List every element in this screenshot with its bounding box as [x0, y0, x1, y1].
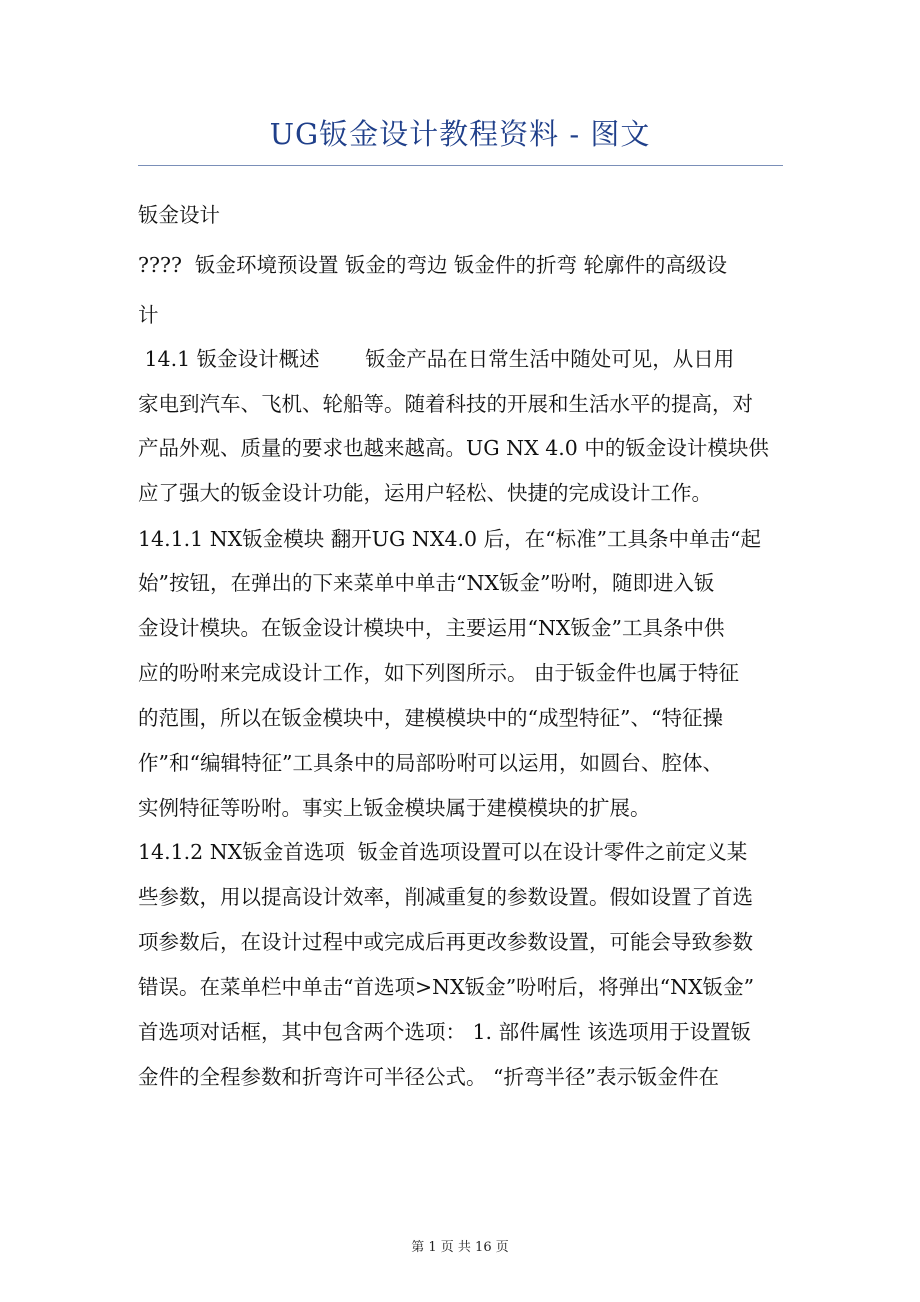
text-line: 应的吩咐来完成设计工作，如下列图所示。 由于钣金件也属于特征	[138, 661, 740, 685]
text-line: 些参数，用以提高设计效率，削减重复的参数设置。假如设置了首选	[138, 885, 753, 909]
text-line: 作”和“编辑特征”工具条中的局部吩咐可以运用，如圆台、腔体、	[138, 751, 723, 775]
title-divider	[138, 165, 783, 166]
text-line: ???? 钣金环境预设置 钣金的弯边 钣金件的折弯 轮廓件的高级设	[138, 253, 728, 277]
text-line: 金件的全程参数和折弯许可半径公式。 “折弯半径”表示钣金件在	[138, 1065, 719, 1089]
text-line: 金设计模块。在钣金设计模块中，主要运用“NX钣金”工具条中供	[138, 616, 725, 640]
text-line: 错误。在菜单栏中单击“首选项>NX钣金”吩咐后，将弹出“NX钣金”	[138, 975, 755, 999]
page-footer: 第 1 页 共 16 页	[411, 1240, 509, 1255]
text-line: 的范围，所以在钣金模块中，建模模块中的“成型特征”、“特征操	[138, 706, 723, 730]
text-line: 实例特征等吩咐。事实上钣金模块属于建模模块的扩展。	[138, 796, 651, 820]
text-line: 14.1.2 NX钣金首选项 钣金首选项设置可以在设计零件之前定义某	[138, 840, 748, 864]
text-line: 始”按钮，在弹出的下来菜单中单击“NX钣金”吩咐，随即进入钣	[138, 571, 715, 595]
document-title: UG钣金设计教程资料 - 图文	[269, 117, 651, 151]
text-line: 14.1 钣金设计概述 钣金产品在日常生活中随处可见，从日用	[138, 347, 735, 371]
text-line: 计	[138, 303, 159, 327]
text-line: 钣金设计	[138, 203, 220, 227]
text-line: 应了强大的钣金设计功能，运用户轻松、快捷的完成设计工作。	[138, 481, 712, 505]
text-line: 首选项对话框，其中包含两个选项： 1. 部件属性 该选项用于设置钣	[138, 1020, 752, 1044]
text-line: 14.1.1 NX钣金模块 翻开UG NX4.0 后，在“标准”工具条中单击“起	[138, 527, 762, 551]
text-line: 家电到汽车、飞机、轮船等。随着科技的开展和生活水平的提高，对	[138, 392, 753, 416]
text-line: 产品外观、质量的要求也越来越高。UG NX 4.0 中的钣金设计模块供	[138, 436, 769, 460]
text-line: 项参数后，在设计过程中或完成后再更改参数设置，可能会导致参数	[138, 930, 753, 954]
